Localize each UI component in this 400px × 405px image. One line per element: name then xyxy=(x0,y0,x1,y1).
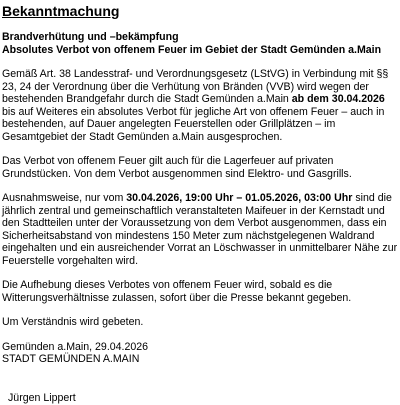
signature-block xyxy=(2,341,398,366)
signer-name: Jürgen Lippert xyxy=(8,392,76,404)
paragraph-request: Um Verständnis wird gebeten. xyxy=(2,316,144,328)
document-page xyxy=(2,0,398,366)
paragraph-lifting: Die Aufhebung dieses Verbotes von offenem Feuer wird, sobald es die Witterungsverhältnisse zulassen, sofort über die Presse bekannt gegeben. xyxy=(2,279,352,304)
place-date: Gemünden a.Main, 29.04.2026 xyxy=(2,340,149,353)
paragraph-exception xyxy=(2,192,398,267)
authority-name: STADT GEMÜNDEN A.MAIN xyxy=(2,353,140,365)
paragraph-private-fires: Das Verbot von offenem Feuer gilt auch für die Lagerfeuer auf privaten Grundstücken. Von dem Verbot ausgenommen sind Elektro- und Gasgrills. xyxy=(2,155,352,180)
document-title: Bekanntmachung xyxy=(2,3,120,19)
paragraph-1-text: Gemäß Art. 38 Landesstraf- und Verordnungsgesetz (LStVG) in Verbindung mit §§ 23, 24 der Verordnung über die Verhütung von Bränden (VVB) wird wegen der bestehenden Brandgefahr durch die Stadt Gemünden a.Main xyxy=(2,68,389,105)
paragraph-3-rest: sind die jährlich zentral und gemeinschaftlich veranstalteten Maifeuer in der Kernstadt und den Stadtteilen unter der Voraussetzung von dem Verbot ausgenommen, dass ein Sicherheitsabstand von mindestens 150 Meter zum nächstgelegenen Waldrand eingehalten und ein ausreichender Vorrat an Löschwasser in unmittelbarer Nähe zur Feuerstelle vorgehalten wird. xyxy=(2,192,398,267)
paragraph-3-text: Ausnahmsweise, nur vom xyxy=(2,192,127,204)
paragraph-1-bold-date: ab dem 30.04.2026 xyxy=(291,93,385,105)
heading-line-1: Brandverhütung und –bekämpfung xyxy=(2,31,179,43)
paragraph-3-bold-period: 30.04.2026, 19:00 Uhr – 01.05.2026, 03:00 Uhr xyxy=(126,192,353,204)
document-heading xyxy=(2,31,398,56)
paragraph-1-rest: bis auf Weiteres ein absolutes Verbot für jegliche Art von offenem Feuer – auch in bestehenden, auf Dauer angelegten Feuerstellen oder Grillplätzen – im Gesamtgebiet der Stadt Gemünden a.Main ausgesprochen. xyxy=(2,105,385,143)
paragraph-legal-basis xyxy=(2,68,398,143)
heading-line-2: Absolutes Verbot von offenem Feuer im Gebiet der Stadt Gemünden a.Main xyxy=(2,43,382,56)
